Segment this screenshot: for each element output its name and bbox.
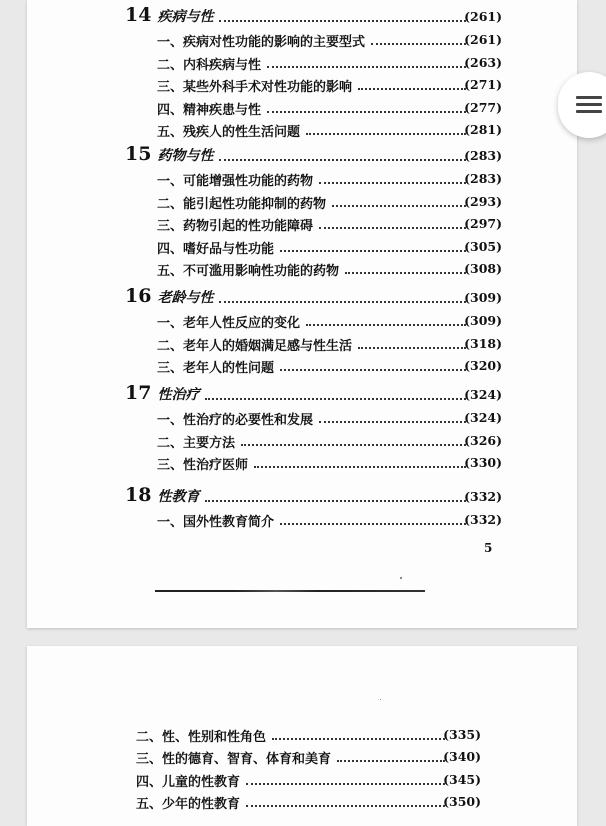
toc-entry[interactable]: 四、嗜好品与性功能 [157,241,275,257]
chapter-heading[interactable] [125,382,199,404]
chapter-page-number: (324) [464,387,502,402]
dot-leader [332,205,466,207]
entry-page-number: (305) [464,238,502,254]
dot-leader [205,500,466,502]
chapter-number: 15 [125,143,152,165]
chapter-page-number: (261) [464,9,502,24]
dot-leader [358,88,466,90]
toc-entry[interactable]: 三、性治疗医师 [157,458,249,473]
dot-leader [280,250,466,252]
scan-speck [400,577,402,579]
entry-page-number: (340) [443,749,481,764]
toc-entry[interactable]: 一、国外性教育简介 [157,515,275,530]
entry-page-number: (281) [464,122,502,137]
dot-leader [219,301,466,303]
toc-entry[interactable]: 二、能引起性功能抑制的药物 [157,196,327,212]
chapter-page-number: (332) [464,489,502,504]
entry-page-number: (261) [464,32,502,47]
dot-leader [371,43,466,45]
entry-page-number: (324) [464,410,502,425]
toc-entry[interactable]: 一、可能增强性功能的药物 [157,174,314,189]
dot-leader [241,444,466,446]
toc-entry[interactable]: 二、内科疾病与性 [157,57,262,73]
dot-leader [272,738,445,740]
entry-page-number: (320) [464,358,502,373]
footer-rule [155,590,425,592]
entry-page-number: (271) [464,77,502,92]
dot-leader [319,182,466,184]
entry-page-number: (330) [464,455,502,470]
chapter-heading[interactable] [125,4,213,26]
dot-leader [345,272,466,274]
toc-entry[interactable]: 五、残疾人的性生活问题 [157,125,301,140]
dot-leader [280,523,466,525]
entry-page-number: (318) [464,335,502,351]
dot-leader [319,421,466,423]
entry-page-number: (309) [464,313,502,328]
chapter-number: 18 [125,484,152,506]
chapter-heading[interactable] [125,484,199,506]
entry-page-number: (283) [464,171,502,186]
toc-entry[interactable]: 三、性的德育、智育、体育和美育 [136,752,332,767]
chapter-title: 疾病与性 [157,9,214,25]
entry-page-number: (335) [443,727,481,742]
dot-leader [205,398,466,400]
dot-leader [267,66,466,68]
dot-leader [267,111,466,113]
document-page-2 [27,646,577,826]
chapter-page-number: (283) [464,148,502,163]
toc-entry[interactable]: 一、疾病对性功能的影响的主要型式 [157,35,366,50]
toc-entry[interactable]: 三、药物引起的性功能障碍 [157,219,314,234]
toc-entry[interactable]: 一、老年人性反应的变化 [157,316,301,331]
toc-entry[interactable]: 二、性、性别和性角色 [136,730,267,745]
toc-entry[interactable]: 一、性治疗的必要性和发展 [157,413,314,428]
entry-page-number: (293) [464,193,502,209]
toc-entry[interactable]: 五、不可滥用影响性功能的药物 [157,264,340,279]
entry-page-number: (263) [464,54,502,70]
entry-page-number: (332) [464,512,502,527]
chapter-heading[interactable] [125,285,213,307]
toc-entry[interactable]: 四、儿童的性教育 [136,775,241,790]
dot-leader [319,227,466,229]
toc-entry[interactable]: 三、老年人的性问题 [157,361,275,376]
chapter-heading[interactable] [125,143,213,165]
chapter-title: 药物与性 [157,148,214,164]
toc-entry[interactable]: 四、精神疾患与性 [157,102,262,118]
chapter-title: 性治疗 [157,387,200,403]
entry-page-number: (308) [464,261,502,276]
dot-leader [306,324,466,326]
dot-leader [337,760,445,762]
toc-entry[interactable]: 三、某些外科手术对性功能的影响 [157,80,353,95]
chapter-page-number: (309) [464,290,502,305]
chapter-title: 老龄与性 [157,290,214,306]
toc-entry[interactable]: 五、少年的性教育 [136,797,241,812]
dot-leader [280,369,466,371]
dot-leader [246,805,445,807]
chapter-number: 14 [125,4,152,26]
page-number: 5 [484,541,493,555]
entry-page-number: (326) [464,432,502,448]
dot-leader [219,20,466,22]
entry-page-number: (297) [464,216,502,231]
scan-speck [380,699,381,700]
entry-page-number: (350) [443,794,481,809]
dot-leader [246,783,445,785]
toc-entry[interactable]: 二、主要方法 [157,435,236,451]
toc-entry[interactable]: 二、老年人的婚姻满足感与性生活 [157,338,353,354]
dot-leader [254,466,466,468]
chapter-number: 17 [125,382,152,404]
dot-leader [358,347,466,349]
entry-page-number: (345) [443,772,481,787]
dot-leader [219,159,466,161]
chapter-number: 16 [125,285,152,307]
chapter-title: 性教育 [157,489,200,505]
dot-leader [306,133,466,135]
entry-page-number: (277) [464,99,502,115]
